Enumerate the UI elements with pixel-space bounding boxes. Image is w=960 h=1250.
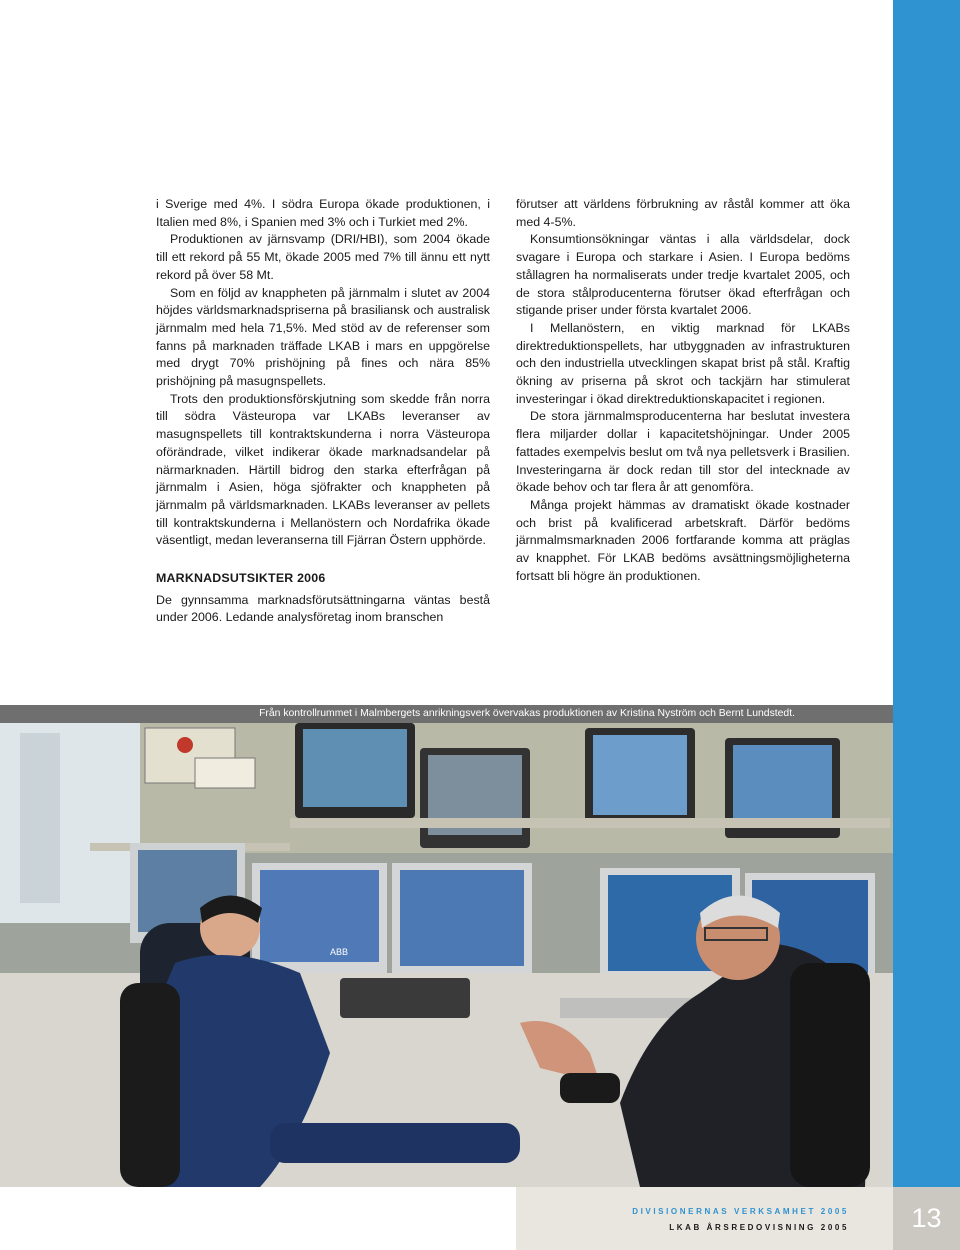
section-heading: MARKNADSUTSIKTER 2006	[156, 571, 326, 586]
footer-publication-title: LKAB ÅRSREDOVISNING 2005	[669, 1223, 849, 1232]
paragraph: I Mellanöstern, en viktig marknad för LKABs direktreduktionspellets, har utbyggnaden av infrastrukturen och den industriella utvecklingen skapat brist på stål. Kraftig ökning av priserna på skrot och tackjärn har stimulerat investeringar i ökad direktreduktionskapacitet i regionen.	[516, 320, 850, 406]
footer-section-title: DIVISIONERNAS VERKSAMHET 2005	[632, 1207, 849, 1216]
monitor-logo: ABB	[330, 947, 349, 957]
paragraph: Trots den produktionsförskjutning som skedde från norra till södra Västeuropa var LKABs leveranser av masugnspellets till kontraktskunderna i norra Västeuropa oförändrade, vilket indikerar ökade marknadsandelar på närmarknaden. Härtill bidrog den starka efterfrågan på järnmalm i Asien, höga sjöfrakter och knappheten på järnmalm på världsmarknaden. LKABs leveranser av pellets till kontraktskunderna i Mellanöstern och Nordafrika ökade väsentligt, medan leveranserna till Fjärran Östern upphörde.	[156, 391, 490, 548]
article-column-left	[156, 196, 490, 627]
control-room-illustration	[0, 723, 893, 1187]
control-room-photo	[0, 723, 893, 1187]
cctv-monitor	[585, 728, 695, 828]
cctv-monitor	[420, 748, 530, 848]
paragraph: De stora järnmalmsproducenterna har beslutat investera flera miljarder dollar i kapacitetshöjningar. Under 2005 fattades exempelvis beslut om två nya pelletsverk i Brasilien. Investeringarna är dock redan till stor del intecknade av ökade behov och tar flera år att genomföra.	[516, 409, 850, 495]
page-number: 13	[893, 1187, 960, 1250]
photo-caption-text: Från kontrollrummet i Malmbergets anrikningsverk övervakas produktionen av Kristina Nyström och Bernt Lundstedt.	[259, 708, 795, 719]
photo-caption	[0, 705, 893, 723]
paragraph: De gynnsamma marknadsförutsättningarna väntas bestå under 2006. Ledande analysföretag inom branschen	[156, 592, 490, 625]
page-footer	[516, 1187, 893, 1250]
paragraph: Produktionen av järnsvamp (DRI/HBI), som 2004 ökade till ett rekord på 55 Mt, ökade 2005 med 7% till ännu ett nytt rekord på över 58 Mt.	[156, 232, 490, 282]
desktop-monitor	[252, 863, 387, 973]
paragraph: Många projekt hämmas av dramatiskt ökade kostnader och brist på kvalificerad arbetskraft. Därför bedöms järnmalmsmarknaden 2006 fortfarande komma att präglas av knapphet. För LKAB bedöms avsättningsmöjligheterna fortsatt bli högre än produktionen.	[516, 497, 850, 583]
cctv-monitor	[295, 723, 415, 818]
paragraph: i Sverige med 4%. I södra Europa ökade produktionen, i Italien med 8%, i Spanien med 3% och i Turkiet med 2%.	[156, 197, 490, 229]
article-column-right	[516, 196, 850, 585]
paragraph: Konsumtionsökningar väntas i alla världsdelar, dock svagare i Europa och starkare i Asien. I Europa bedöms stållagren ha normaliserats under tredje kvartalet 2005, och de stora stålproducenterna förutser ökad efterfrågan och stigande priser under första kvartalet 2006.	[516, 232, 850, 318]
desktop-monitor	[392, 863, 532, 978]
side-color-bar	[893, 0, 960, 1187]
paragraph: Som en följd av knappheten på järnmalm i slutet av 2004 höjdes världsmarknadspriserna på brasiliansk och australisk järnmalm med hela 71,5%. Med stöd av de referenser som fanns på marknaden träffade LKAB i mars en uppgörelse med drygt 70% prishöjning på fines och nära 85% prishöjning på masugnspellets.	[156, 285, 490, 389]
paragraph: förutser att världens förbrukning av råstål kommer att öka med 4-5%.	[516, 197, 850, 229]
